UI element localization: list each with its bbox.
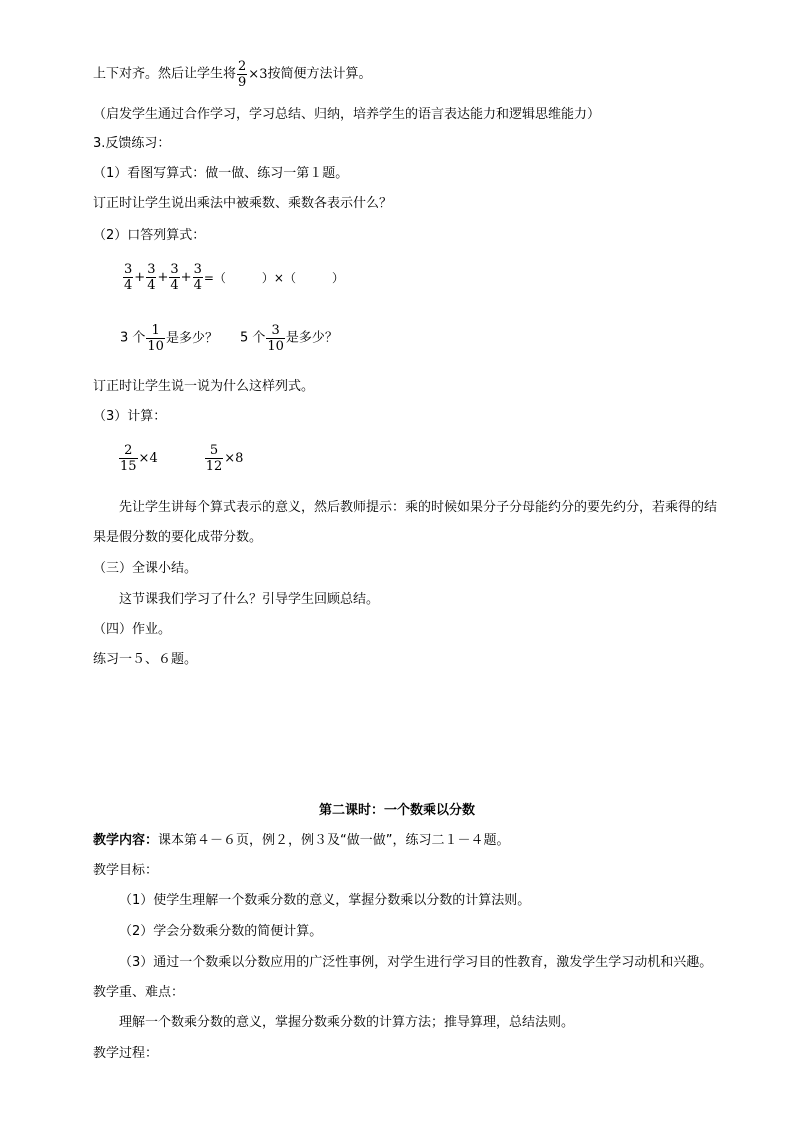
item1-text: （1）看图写算式：做一做、练习一第１题。 <box>93 166 349 181</box>
calc-line <box>118 443 243 474</box>
intro-text-after: 按简便方法计算。 <box>267 66 372 82</box>
content-text: 课本第４－６页，例２，例３及“做一做”，练习二１－４题。 <box>158 833 510 848</box>
goal-3: （3）通过一个数乘以分数应用的广泛性事例，对学生进行学习目的性教育，激发学生学习动机和兴趣。 <box>119 955 713 970</box>
goals-label: 教学目标： <box>93 863 159 878</box>
item2-text: （2）口答列算式： <box>93 228 206 243</box>
sum-tail: =（ ）×（ ） <box>203 270 344 285</box>
plus-sign: + <box>180 269 192 285</box>
content-line <box>93 832 510 850</box>
q-a-suffix: 是多少？ <box>165 330 218 346</box>
fraction-3-10: $\frac{3}{10}$ <box>267 323 284 354</box>
item1-note: 订正时让学生说出乘法中被乘数、乘数各表示什么？ <box>93 196 393 211</box>
keypoints-label: 教学重、难点： <box>93 985 185 1000</box>
plus-sign: + <box>134 269 146 285</box>
section-summary-heading: （三）全课小结。 <box>93 561 198 576</box>
times-4: ×4 <box>138 450 158 466</box>
fraction-2-9: $\frac{2}{9}$ <box>238 59 247 90</box>
paragraph-line-2: 果是假分数的要化成带分数。 <box>93 530 263 545</box>
q-b-prefix: 5 个 <box>239 330 266 346</box>
item3-text: （3）计算： <box>93 409 167 424</box>
fraction-3-4: $\frac{3}{4}$ <box>147 262 156 293</box>
section-homework-heading: （四）作业。 <box>93 622 172 637</box>
note-text: （启发学生通过合作学习，学习总结、归纳，培养学生的语言表达能力和逻辑思维能力） <box>93 107 601 122</box>
fraction-3-4: $\frac{3}{4}$ <box>193 262 202 293</box>
goal-1: （1）使学生理解一个数乘分数的意义，掌握分数乘以分数的计算法则。 <box>119 893 531 908</box>
process-label: 教学过程： <box>93 1046 159 1061</box>
fraction-5-12: $\frac{5}{12}$ <box>205 443 223 474</box>
plus-sign: + <box>157 269 169 285</box>
q-b-suffix: 是多少？ <box>285 330 338 346</box>
homework-text: 练习一５、６题。 <box>93 652 198 667</box>
content-label: 教学内容： <box>93 833 159 848</box>
goal-2: （2）学会分数乘分数的简便计算。 <box>119 924 323 939</box>
keypoints-text: 理解一个数乘分数的意义，掌握分数乘分数的计算方法；推导算理，总结法则。 <box>119 1015 575 1030</box>
feedback-title: 3.反馈练习： <box>93 136 171 151</box>
fraction-1-10: $\frac{1}{10}$ <box>147 323 164 354</box>
item2-note: 订正时让学生说一说为什么这样列式。 <box>93 379 315 394</box>
sum-expression <box>122 262 344 293</box>
fraction-3-4: $\frac{3}{4}$ <box>124 262 133 293</box>
question-line <box>120 323 338 354</box>
times-3: ×3 <box>248 66 268 82</box>
lesson2-title: 第二课时：一个数乘以分数 <box>318 803 475 818</box>
fraction-3-4: $\frac{3}{4}$ <box>170 262 179 293</box>
intro-text-before: 上下对齐。然后让学生将 <box>93 66 237 82</box>
intro-line <box>93 59 371 90</box>
times-8: ×8 <box>224 450 244 466</box>
fraction-2-15: $\frac{2}{15}$ <box>120 443 137 474</box>
section-summary-text: 这节课我们学习了什么？引导学生回顾总结。 <box>119 592 380 607</box>
q-a-prefix: 3 个 <box>120 330 146 346</box>
paragraph-line-1: 先让学生讲每个算式表示的意义，然后教师提示：乘的时候如果分子分母能约分的要先约分，若乘得的结 <box>119 500 718 515</box>
